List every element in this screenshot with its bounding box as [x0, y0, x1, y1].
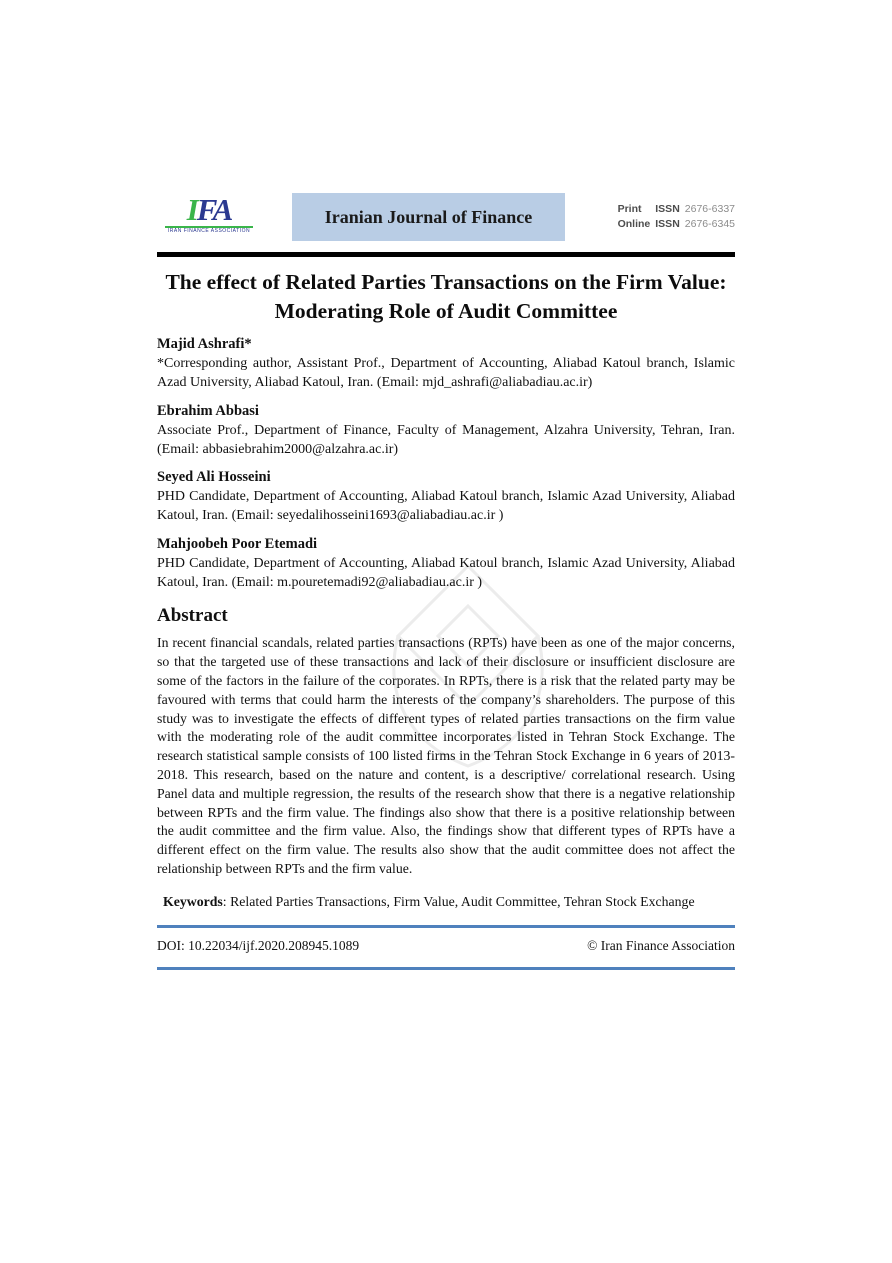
- author-name: Seyed Ali Hosseini: [157, 469, 271, 486]
- abstract-heading: Abstract: [157, 605, 228, 627]
- print-issn-word: ISSN: [655, 203, 680, 215]
- print-issn-label: Print: [617, 203, 642, 215]
- author-affiliation: Associate Prof., Department of Finance, Faculty of Management, Alzahra University, Tehran, Iran. (Email: abbasiebrahim2000@alzahra.ac.ir): [157, 422, 735, 457]
- journal-header: [157, 193, 735, 242]
- author-affiliation: PHD Candidate, Department of Accounting, Aliabad Katoul branch, Islamic Azad University, Aliabad Katoul, Iran. (Email: m.pouretemadi92@aliabadiau.ac.ir ): [157, 555, 735, 591]
- print-issn-value: 2676-6337: [684, 203, 735, 215]
- author-name: Mahjoobeh Poor Etemadi: [157, 535, 318, 552]
- header-rule: [157, 252, 735, 257]
- ifa-logo-letter-i: I: [186, 192, 197, 227]
- copyright-text: © Iran Finance Association: [587, 937, 735, 953]
- journal-banner: [292, 193, 565, 241]
- keywords-label: Keywords: [163, 893, 223, 909]
- issn-block: [618, 193, 735, 232]
- author-block: [157, 535, 735, 593]
- online-issn-word: ISSN: [655, 218, 680, 230]
- doi-text: DOI: 10.22034/ijf.2020.208945.1089: [157, 937, 360, 953]
- ifa-logo-text: [165, 192, 253, 227]
- abstract-text: In recent financial scandals, related parties transactions (RPTs) have been as one of the major concerns, so that the targeted use of these transactions and lack of their disclosure or insufficient disclosure are some of the factors in the failure of the corporates. In RPTs, there is a risk that the related party may be favoured with terms that could harm the interests of the company’s shareholders. The purpose of this study was to investigate the effects of different types of related parties transactions on the firm value with the moderating role of the audit committee incorporates listed in Tehran Stock Exchange. The research statistical sample consists of 100 listed firms in the Tehran Stock Exchange in 6 years of 2013-2018. This research, based on the nature and content, is a descriptive/ correlational research. Using Panel data and multiple regression, the results of the research show that there is a negative relationship between RPTs and the firm value. The findings also show that there is a positive relationship between the audit committee and the firm value. Also, the findings show that different types of RPTs have a different effect on the firm value. The results also show that the audit committee does not affect the relationship between RPTs and the firm value.: [157, 635, 735, 876]
- author-affiliation: *Corresponding author, Assistant Prof., Department of Accounting, Aliabad Katoul branch, Islamic Azad University, Aliabad Katoul, Iran. (Email: mjd_ashrafi@aliabadiau.ac.ir): [157, 356, 735, 391]
- author-block: [157, 468, 735, 526]
- author-block: [157, 335, 735, 393]
- author-name: Majid Ashrafi*: [157, 336, 252, 352]
- online-issn-label: Online: [617, 218, 651, 230]
- keywords-text: Related Parties Transactions, Firm Value, Audit Committee, Tehran Stock Exchange: [230, 893, 695, 909]
- page-content: [157, 0, 735, 970]
- ifa-logo-letters-fa: FA: [196, 192, 232, 227]
- doi-bar: [157, 925, 735, 970]
- journal-banner-title: Iranian Journal of Finance: [324, 206, 533, 227]
- author-block: [157, 402, 735, 460]
- ifa-logo-subtext: IRAN FINANCE ASSOCIATION: [167, 228, 251, 234]
- ifa-logo: [165, 193, 253, 235]
- paper-title: The effect of Related Parties Transactions on the Firm Value: Moderating Role of Audit Committee: [165, 270, 727, 323]
- keywords-colon: :: [222, 893, 227, 909]
- author-name: Ebrahim Abbasi: [157, 402, 259, 419]
- author-affiliation: PHD Candidate, Department of Accounting, Aliabad Katoul branch, Islamic Azad University, Aliabad Katoul, Iran. (Email: seyedalihosseini1693@aliabadiau.ac.ir ): [157, 489, 735, 524]
- keywords: [163, 892, 735, 911]
- online-issn-value: 2676-6345: [684, 218, 735, 230]
